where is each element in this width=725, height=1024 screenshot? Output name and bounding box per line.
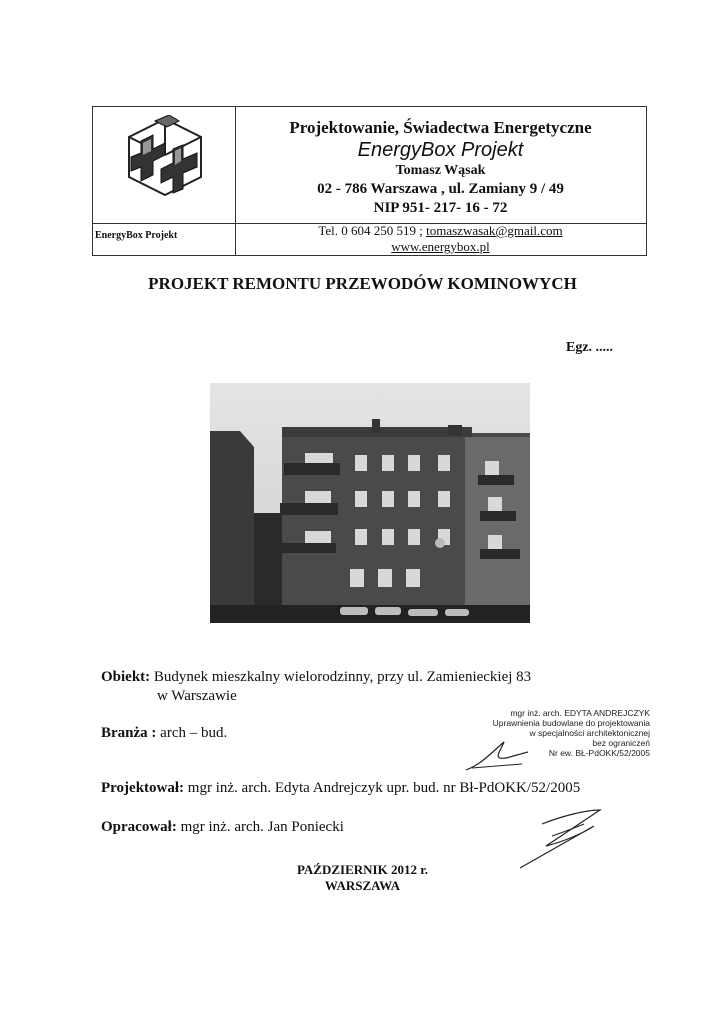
stamp-line4: bez ograniczeń	[592, 738, 650, 748]
document-date: PAŹDZIERNIK 2012 r.	[296, 862, 429, 877]
company-line1: Projektowanie, Świadectwa Energetyczne	[289, 118, 592, 137]
stamp-line2: Uprawnienia budowlane do projektowania	[492, 718, 650, 728]
designer-line	[101, 779, 580, 798]
logo-caption: EnergyBox Projekt	[95, 230, 178, 241]
copy-number: Egz. .....	[566, 340, 614, 355]
designer-value: mgr inż. arch. Edyta Andrejczyk upr. bud. nr Bł-PdOKK/52/2005	[184, 780, 581, 796]
contact-info	[235, 223, 646, 255]
document-city: WARSZAWA	[324, 878, 401, 893]
cube-cross-logo-icon	[121, 115, 209, 211]
signature-1-icon	[462, 738, 532, 774]
company-name: EnergyBox Projekt	[357, 139, 524, 161]
prepared-value: mgr inż. arch. Jan Poniecki	[176, 819, 344, 835]
phone-text: Tel. 0 604 250 519 ;	[318, 223, 427, 238]
email-link[interactable]: tomaszwasak@gmail.com	[426, 223, 563, 238]
object-value: Budynek mieszkalny wielorodzinny, przy ul. Zamienieckiej 83	[150, 669, 532, 685]
website-link[interactable]: www.energybox.pl	[391, 239, 490, 254]
header-table	[92, 106, 647, 256]
owner-name: Tomasz Wąsak	[395, 163, 486, 178]
company-nip: NIP 951- 217- 16 - 72	[373, 200, 508, 216]
building-photo-icon	[210, 383, 530, 623]
document-title: PROJEKT REMONTU PRZEWODÓW KOMINOWYCH	[148, 274, 577, 293]
stamp-line5: Nr ew. BŁ-PdOKK/52/2005	[548, 748, 650, 758]
branch-value: arch – bud.	[156, 725, 228, 741]
prepared-line	[101, 818, 344, 837]
company-address: 02 - 786 Warszawa , ul. Zamiany 9 / 49	[317, 181, 564, 197]
prepared-label: Opracował:	[101, 819, 177, 835]
object-line	[101, 668, 531, 687]
branch-label: Branża :	[101, 725, 157, 741]
object-value-line2: w Warszawie	[157, 688, 237, 704]
designer-label: Projektował:	[101, 780, 185, 796]
company-info	[235, 117, 646, 218]
object-label: Obiekt:	[101, 669, 151, 685]
stamp-line3: w specjalności architektonicznej	[529, 728, 650, 738]
stamp-line1: mgr inż. arch. EDYTA ANDREJCZYK	[510, 708, 650, 718]
branch-line	[101, 724, 227, 743]
